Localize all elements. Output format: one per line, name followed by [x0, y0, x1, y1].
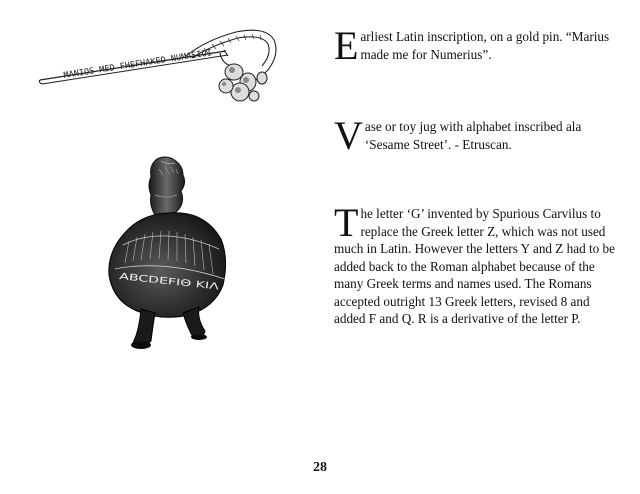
drop-cap: T [334, 200, 359, 245]
paragraph-letter-g [334, 200, 619, 328]
caption-vase [334, 113, 614, 158]
drop-cap: E [334, 23, 359, 68]
gold-pin-illustration [36, 20, 282, 112]
drop-cap: V [334, 113, 363, 158]
pin-inscription: MANIOS MED FHEFHAKED NUMASIOI [62, 48, 212, 81]
page-number: 28 [313, 460, 327, 475]
etruscan-vase-photo [103, 155, 230, 354]
caption-text: ase or toy jug with alphabet inscribed ala ‘Sesame Street’. - Etruscan. [364, 119, 582, 152]
caption-gold-pin [334, 23, 614, 68]
vase-inscription: ABCDEFIΘ ΚΙΛ [118, 272, 183, 289]
paragraph-text: he letter ‘G’ invented by Spurious Carvilus to replace the Greek letter Z, which was not used much in Latin. However the letters Y and Z had to be added back to the Roman alphabet because of the many Greek terms and names used. The Romans accepted outright 13 Greek letters, revised 8 and added F and Q. R is a derivative of the letter P. [334, 206, 615, 326]
caption-text: arliest Latin inscription, on a gold pin. “Marius made me for Numerius”. [360, 29, 610, 62]
